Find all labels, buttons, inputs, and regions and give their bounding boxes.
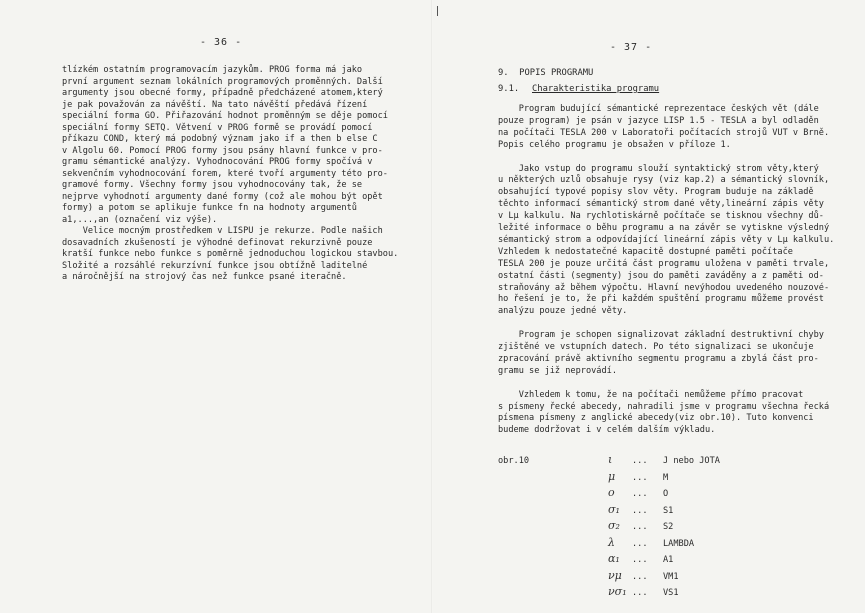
leader-dots: ... [632, 472, 648, 483]
text-line: písmena písmeny z anglické abecedy(viz obr.10). Tuto konvenci [498, 413, 814, 424]
text-line: a1,...,an (označení viz výše). [62, 214, 218, 225]
page-number: - 36 - [200, 37, 243, 48]
text-line: ho řešení je to, že při každém spuštění programu můžeme provést [498, 294, 824, 305]
latin-equivalent: O [663, 489, 669, 499]
text-line: sémantický strom a odpovídající lineární zápis věty v Lμ kalkulu. [498, 234, 835, 245]
text-line: na počítači TESLA 200 v Laboratoři počítacích strojů VUT v Brně. [498, 127, 830, 138]
text-line: s písmeny řecké abecedy, nahradili jsme v programu všechna řecká [498, 401, 830, 412]
greek-letter: σ₂ [608, 519, 620, 532]
text-line: budeme dodržovat i v celém dalším výkladu. [498, 425, 716, 436]
left-page [0, 0, 432, 613]
text-line: Jako vstup do programu slouží syntaktický strom věty,který [498, 163, 819, 174]
text-line: gramu sémantické analýzy. Vyhodnocování PROG formy spočívá v [62, 157, 373, 167]
text-line: sekvenčním vyhodnocování forem, které tvoří argumenty této pro- [62, 168, 388, 179]
latin-equivalent: M [663, 472, 669, 483]
text-line: dosavadních zkušeností je výhodné definovat rekurzivně pouze [62, 237, 373, 248]
text-line: nejprve vyhodnotí argumenty dané formy (což ale mohou být opět [62, 191, 383, 202]
greek-letter: λ [608, 535, 615, 549]
latin-equivalent: LAMBDA [663, 538, 695, 549]
text-line: Popis celého programu je obsažen v příloze 1. [498, 139, 731, 150]
text-line: Program budující sémantické reprezentace českých vět (dále [498, 104, 819, 114]
latin-equivalent: VM1 [663, 571, 679, 582]
leader-dots: ... [632, 505, 648, 516]
greek-letter: μ [608, 469, 616, 483]
latin-equivalent: S2 [663, 522, 674, 532]
text-line: kratší funkce nebo funkce s poměrně jednoduchou logickou stavbou. [62, 249, 399, 259]
text-line: Velice mocným prostředkem v LISPU je rekurze. Podle našich [62, 226, 383, 236]
greek-letter: σ₁ [608, 502, 620, 516]
text-line: argumenty jsou obecné formy, případně předcházené atomem,který [62, 88, 383, 98]
text-line: Složité a rozsáhlé rekurzívní funkce jsou obtížně laditelné [62, 260, 368, 271]
text-line: ležité informace o běhu programu a na závěr se vytiskne výsledný [498, 223, 830, 233]
text-line: příkazu COND, který má podobný význam jako if a then b else C [62, 134, 378, 144]
text-line: Vzhledem k nedostatečné kapacitě dostupné paměti počítače [498, 246, 793, 257]
leader-dots: ... [632, 489, 648, 499]
latin-equivalent: S1 [663, 505, 674, 516]
leader-dots: ... [632, 456, 648, 466]
text-line: formy) a potom se aplikuje funkce fn na hodnoty argumentů [62, 203, 357, 213]
leader-dots: ... [632, 555, 648, 565]
section-number: 9.1. [498, 84, 520, 94]
text-line: v Algolu 60. Pomocí PROG formy jsou psány hlavní funkce v pro- [62, 145, 383, 156]
greek-letter: o [608, 486, 615, 499]
text-line: gramu se již neprovádí. [498, 365, 617, 376]
text-line: ostatní části (segmenty) jsou do paměti zaváděny a z paměti od- [498, 270, 824, 281]
leader-dots: ... [632, 571, 648, 582]
text-line: analýzu pouze jedné věty. [498, 306, 628, 317]
right-page [432, 0, 865, 613]
text-line: první argument seznam lokálních programových proměnných. Další [62, 76, 383, 87]
greek-letter: ι [608, 453, 613, 466]
text-line: pouze program) je psán v jazyce LISP 1.5 - TESLA a byl odladěn [498, 115, 819, 126]
section-title: Charakteristika programu [532, 84, 660, 94]
latin-equivalent: A1 [663, 555, 674, 565]
figure-label: obr.10 [498, 456, 530, 466]
latin-equivalent: J nebo JOTA [663, 456, 720, 466]
greek-letter: νμ [608, 568, 622, 582]
latin-equivalent: VS1 [663, 588, 679, 598]
text-line: zpracování právě aktivního segmentu programu a zbylá část pro- [498, 353, 819, 364]
text-line: v Lμ kalkulu. Na rychlotiskárně počítače se tisknou všechny dů- [498, 211, 824, 222]
text-line: zjištěné ve vstupních datech. Po této signalizaci se ukončuje [498, 342, 814, 352]
text-line: je pak považován za návěští. Na tato návěští předává řízení [62, 99, 368, 110]
text-line: speciální forma GO. Přiřazování hodnot proměnným se děje pomocí [62, 111, 388, 121]
text-line: gramové formy. Všechny formy jsou vyhodnocovány tak, že se [62, 180, 363, 190]
text-line: straňovány až během výpočtu. Hlavní nevýhodou uvedeného nouzové- [498, 282, 830, 293]
text-line: TESLA 200 je pouze určitá část programu uložena v paměti trvale, [498, 258, 830, 269]
text-line: Vzhledem k tomu, že na počítači nemůžeme přímo pracovat [498, 389, 804, 400]
text-line: u některých uzlů obsahuje rysy (viz kap.2) a sémantický slovník, [498, 175, 830, 186]
text-line: obsahující typové popisy slov věty. Program buduje na základě [498, 187, 814, 198]
text-line: Program je schopen signalizovat základní destruktivní chyby [498, 330, 824, 341]
chapter-heading: 9. POPIS PROGRAMU [498, 68, 594, 78]
page-number: - 37 - [610, 42, 653, 53]
leader-dots: ... [632, 522, 648, 532]
text-line: a náročnější na strojový čas než funkce psané iteračně. [62, 272, 347, 282]
greek-letter: νσ₁ [608, 585, 627, 598]
greek-letter: α₁ [608, 552, 620, 565]
leader-dots: ... [632, 588, 648, 598]
text-line: tlízkém ostatním programovacím jazykům. PROG forma má jako [62, 65, 363, 75]
leader-dots: ... [632, 538, 648, 549]
text-line: těchto informací sémantický strom dané věty,lineární zápis věty [498, 199, 824, 210]
text-line: speciální formy SETQ. Větvení v PROG formě se provádí pomocí [62, 122, 373, 133]
